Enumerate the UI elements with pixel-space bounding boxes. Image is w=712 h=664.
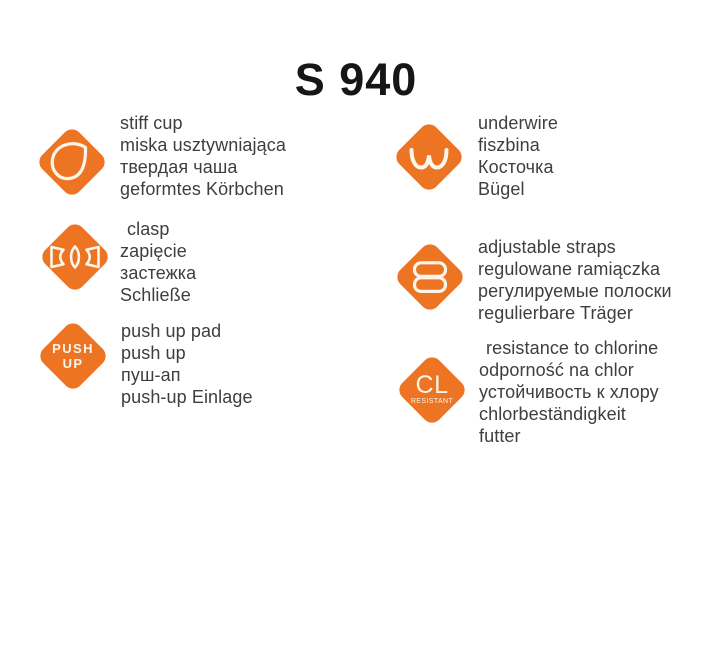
label-de: Schließe bbox=[120, 285, 191, 305]
cl-word: CL bbox=[415, 371, 449, 399]
label-pl: fiszbina bbox=[478, 135, 540, 155]
adjustable-straps-icon bbox=[394, 241, 466, 313]
label-en: resistance to chlorine bbox=[486, 338, 659, 358]
clasp-labels bbox=[120, 218, 196, 306]
label-en: clasp bbox=[127, 219, 170, 239]
label-de: chlorbeständigkeit bbox=[479, 404, 626, 424]
adjustable-straps-labels bbox=[478, 236, 672, 324]
resistant-word: RESISTANT bbox=[410, 398, 454, 405]
label-extra: futter bbox=[479, 426, 521, 446]
label-ru: твердая чаша bbox=[120, 157, 238, 177]
label-ru: устойчивость к хлору bbox=[479, 382, 659, 402]
chlorine-resistant-icon-text bbox=[396, 354, 468, 426]
label-ru: пуш-ап bbox=[121, 365, 181, 385]
label-en: underwire bbox=[478, 113, 558, 133]
push-up-icon-text bbox=[37, 320, 109, 392]
label-ru: регулируемые полоски bbox=[478, 281, 672, 301]
label-de: regulierbare Träger bbox=[478, 303, 633, 323]
stiff-cup-icon bbox=[36, 126, 108, 198]
push-up-icon bbox=[37, 320, 109, 392]
underwire-icon bbox=[393, 121, 465, 193]
page-title: S 940 bbox=[294, 54, 418, 105]
stiff-cup-glyph bbox=[36, 126, 108, 198]
stiff-cup-labels bbox=[120, 112, 286, 200]
label-pl: regulowane ramiączka bbox=[478, 259, 661, 279]
label-pl: zapięcie bbox=[120, 241, 187, 261]
label-pl: push up bbox=[121, 343, 186, 363]
label-pl: miska usztywniająca bbox=[120, 135, 286, 155]
chlorine-resistant-labels bbox=[479, 337, 659, 447]
push-up-labels bbox=[121, 320, 253, 408]
label-ru: застежка bbox=[120, 263, 197, 283]
label-de: geformtes Körbchen bbox=[120, 179, 284, 199]
label-pl: odporność na chlor bbox=[479, 360, 634, 380]
clasp-icon bbox=[39, 221, 111, 293]
label-en: push up pad bbox=[121, 321, 222, 341]
label-de: Bügel bbox=[478, 179, 525, 199]
push-word: PUSH bbox=[52, 341, 94, 356]
underwire-glyph bbox=[393, 121, 465, 193]
label-de: push-up Einlage bbox=[121, 387, 253, 407]
clasp-glyph bbox=[39, 221, 111, 293]
chlorine-resistant-icon bbox=[396, 354, 468, 426]
up-word: UP bbox=[62, 356, 84, 371]
label-en: adjustable straps bbox=[478, 237, 616, 257]
label-ru: Косточка bbox=[478, 157, 554, 177]
label-en: stiff cup bbox=[120, 113, 183, 133]
strap-slider-glyph bbox=[394, 241, 466, 313]
underwire-labels bbox=[478, 112, 558, 200]
